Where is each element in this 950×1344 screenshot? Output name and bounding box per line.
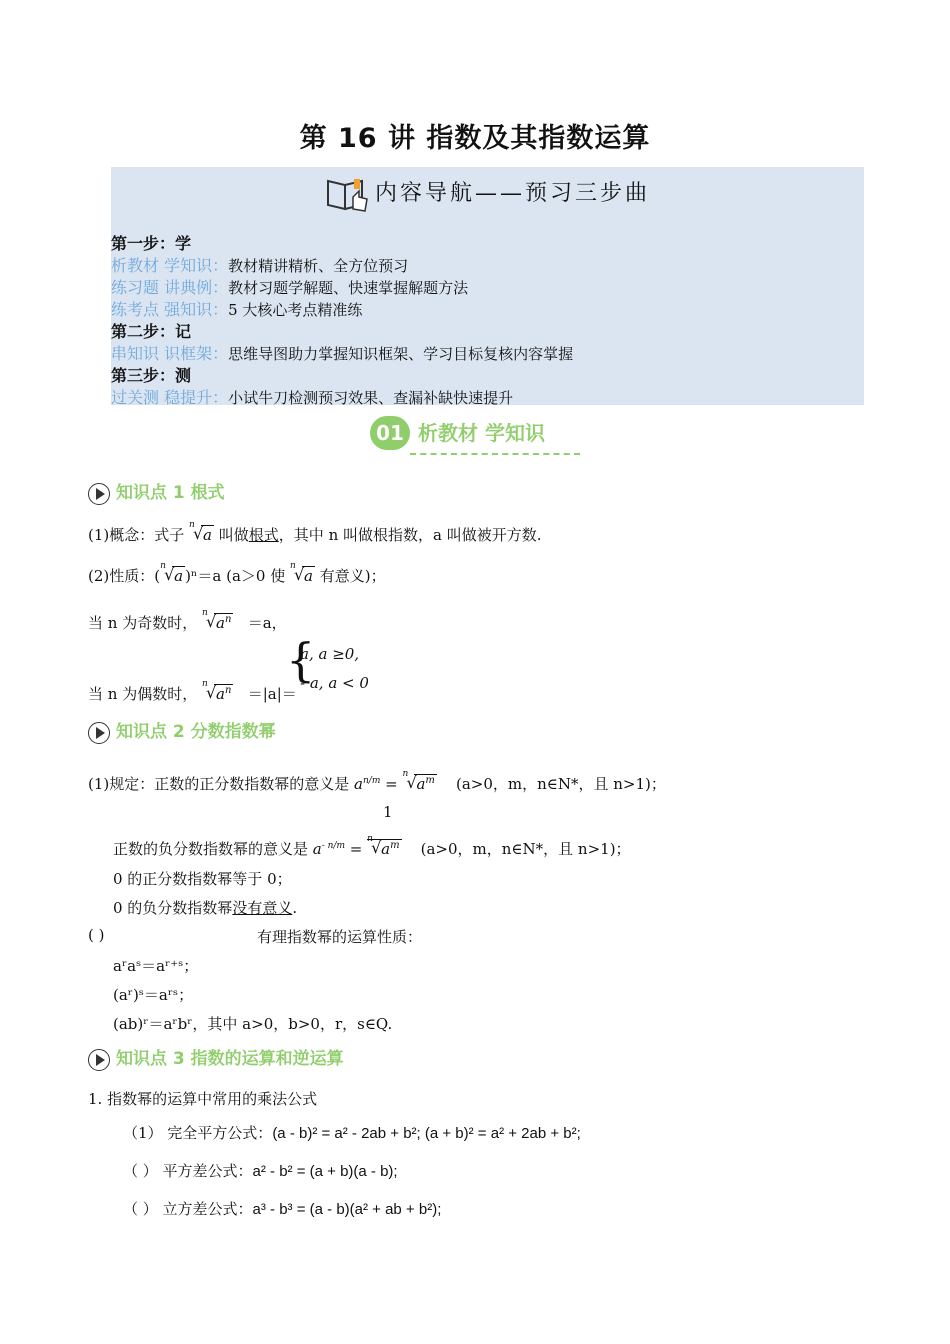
kp1-even-b: ＝|a|＝ [247,685,297,703]
radical-an: n √ $a^n$ [201,679,232,703]
nav-heading-text: 内容导航——预习三步曲 [374,181,650,206]
kp2-rule2-b: (a>0，m，n∈N*，且 n>1)； [420,840,631,858]
kp2-title: 知识点 2 分数指数幂 [116,722,276,742]
kp3-header [88,1044,344,1071]
kp2-rule1 [88,769,666,794]
step3-label: 第三步：测 [111,366,192,385]
page-title: 第 16 讲 指数及其指数运算 [299,123,651,154]
radical-a: n √ a [160,561,184,585]
nav-text-2: 教材习题学解题、快速掌握解题方法 [228,279,469,297]
kp1-case1: a, a ≥0, [300,645,360,663]
step2-label: 第二步：记 [111,322,192,341]
radical-an: n √ $a^n$ [201,608,232,632]
kp1-concept-d: ，其中 n 叫做根指数，a 叫做被开方数. [278,526,542,544]
radical-a: n √ a [290,561,313,585]
kp1-concept [88,520,542,545]
kp2-rule4-b: 没有意义 [232,899,293,917]
kp2-prop3: (ab)ʳ＝aʳbʳ，其中 a>0，b>0，r，s∈Q. [113,1015,393,1033]
kp3-formula2-label: （ ） 平方差公式： [123,1162,253,1180]
kp2-header [88,717,276,744]
kp3-title: 知识点 3 指数的运算和逆运算 [116,1049,344,1069]
kp3-formula3-label: （ ） 立方差公式： [123,1200,253,1218]
piecewise-brace: { [286,633,316,687]
nav-line-1 [111,253,408,276]
nav-text-4: 思维导图助力掌握知识框架、学习目标复核内容掌握 [228,345,574,363]
nav-text-3: 5 大核心考点精准练 [228,301,363,319]
nav-line-3 [111,297,362,320]
kp1-prop-c: 有意义)； [319,567,386,585]
kp1-prop-a: (2)性质：( [88,567,161,585]
kp1-even [88,679,297,704]
kp2-prop2: (aʳ)ˢ＝aʳˢ； [113,986,194,1004]
kp1-case2: - a, a < 0 [300,674,369,692]
nav-line-5 [111,385,513,408]
book-hand-icon [325,175,371,213]
kp2-prop1: aʳaˢ＝aʳ⁺ˢ； [113,957,199,975]
kp2-rule1-a: (1)规定：正数的正分数指数幂的意义是 [88,775,350,793]
kp3-formula1-label: （1） 完全平方公式： [123,1124,273,1142]
step1-label: 第一步：学 [111,234,192,253]
kp1-concept-b: 叫做 [218,526,249,544]
nav-line-4 [111,341,573,364]
play-circle-icon [88,722,110,744]
kp1-title: 知识点 1 根式 [116,483,225,503]
kp2-rule3: 0 的正分数指数幂等于 0； [113,870,292,888]
radical-am-denominator: n √ $a^m$ [367,834,400,858]
kp1-odd [88,608,287,633]
kp2-rule4-c: . [292,899,298,917]
kp1-concept-term: 根式 [248,526,279,544]
section-title: 析教材 学知识 [418,421,545,445]
kp2-rule4 [113,897,297,918]
radical-am: n √ $a^m$ [402,769,435,793]
radical-a: n √ a [189,520,212,544]
kp3-formula1 [123,1122,581,1143]
kp3-formula1-expr: (a - b)² = a² - 2ab + b²; (a + b)² = a² + 2ab + b²; [272,1125,581,1142]
kp2-rule4-a: 0 的负分数指数幂 [113,899,233,917]
kp1-header [88,478,225,505]
nav-tag-5: 过关测 稳提升： [111,388,229,407]
section-header [370,416,545,450]
kp3-heading: 1. 指数幂的运算中常用的乘法公式 [88,1090,318,1108]
kp1-even-a: 当 n 为偶数时， [88,685,198,703]
kp3-formula3 [123,1198,441,1219]
navigation-box [111,167,864,405]
kp1-odd-b: ＝a， [247,614,287,632]
kp1-property [88,561,386,586]
kp2-props-heading: 有理指数幂的运算性质： [257,928,423,946]
nav-text-5: 小试牛刀检测预习效果、查漏补缺快速提升 [228,389,514,407]
kp2-rule1-b: (a>0，m，n∈N*，且 n>1)； [455,775,666,793]
section-badge: 01 [370,416,410,450]
kp2-paren: ( ) [88,926,105,944]
formula-pos-frac: $a^{n/m}$ = [354,775,403,793]
play-circle-icon [88,1049,110,1071]
kp1-prop-b: )ⁿ＝a (a＞0 使 [185,567,286,585]
nav-tag-4: 串知识 识框架： [111,344,229,363]
nav-tag-3: 练考点 强知识： [111,300,229,319]
nav-tag-2: 练习题 讲典例： [111,278,229,297]
fraction-numerator: 1 [383,803,393,821]
kp1-odd-a: 当 n 为奇数时， [88,614,198,632]
nav-line-2 [111,275,468,298]
kp3-formula2 [123,1160,398,1181]
kp2-rule2-a: 正数的负分数指数幂的意义是 [113,840,309,858]
nav-heading [111,175,864,213]
section-divider [410,453,580,455]
kp3-formula3-expr: a³ - b³ = (a - b)(a² + ab + b²); [252,1201,442,1218]
formula-neg-frac: $a^{- n/m}$ = [312,840,368,858]
kp3-formula2-expr: a² - b² = (a + b)(a - b); [252,1163,398,1180]
kp2-rule2 [113,834,631,859]
nav-text-1: 教材精讲精析、全方位预习 [228,257,409,275]
play-circle-icon [88,483,110,505]
nav-tag-1: 析教材 学知识： [111,256,229,275]
kp1-concept-a: (1)概念：式子 [88,526,185,544]
